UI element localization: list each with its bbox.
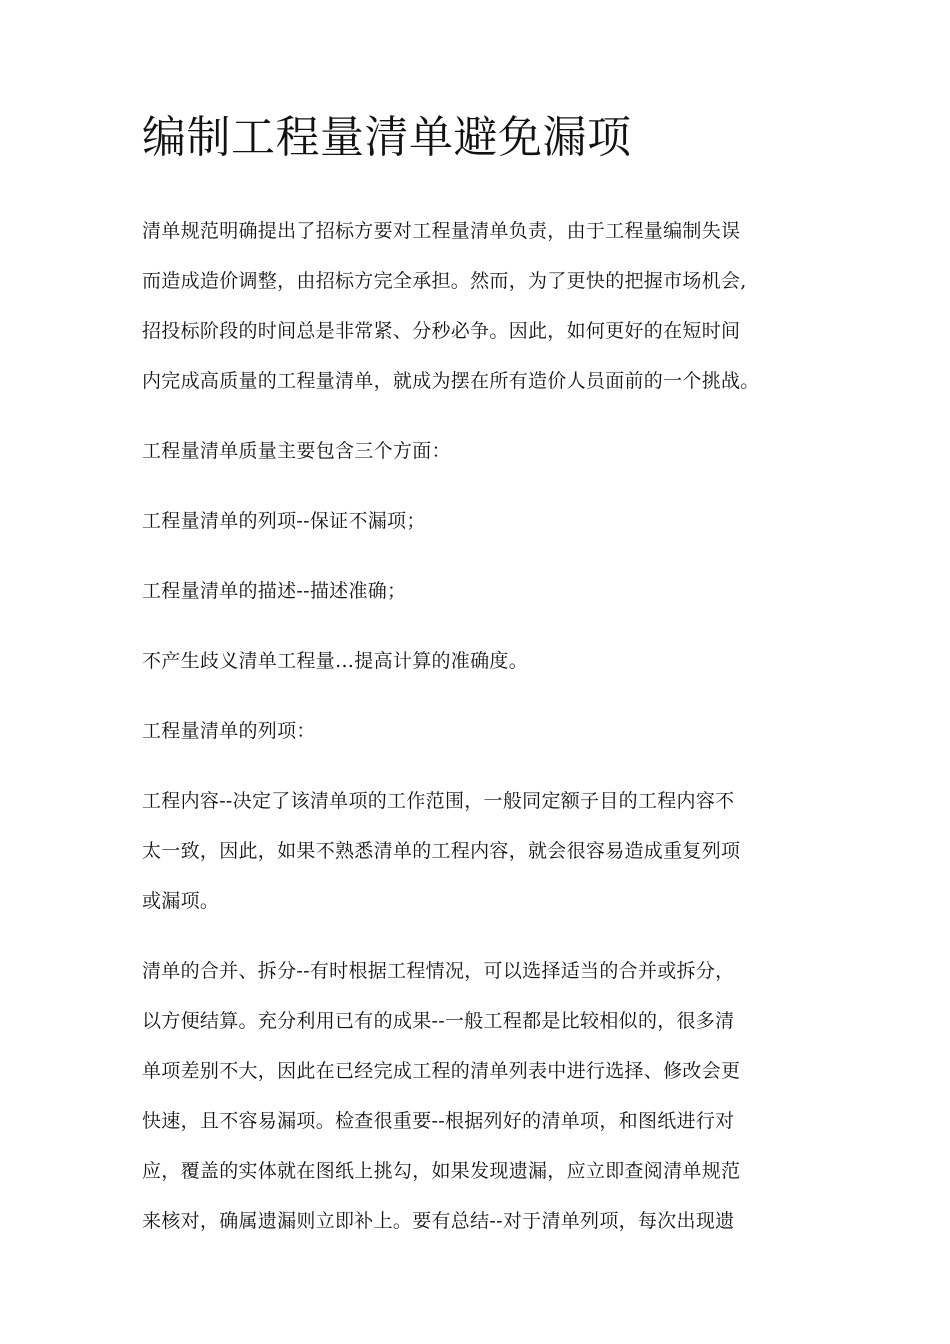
paragraph-line: 不产生歧义清单工程量…提高计算的准确度。 bbox=[142, 650, 529, 672]
paragraph-line: 单项差别不大，因此在已经完成工程的清单列表中进行选择、修改会更 bbox=[142, 1060, 741, 1082]
paragraph-line: 或漏项。 bbox=[142, 890, 220, 912]
document-title: 编制工程量清单避免漏项 bbox=[142, 112, 632, 163]
paragraph-line: 工程量清单的列项--保证不漏项； bbox=[142, 510, 426, 532]
paragraph-line: 清单的合并、拆分--有时根据工程情况，可以选择适当的合并或拆分， bbox=[142, 960, 735, 982]
paragraph-line: 应，覆盖的实体就在图纸上挑勾，如果发现遗漏，应立即查阅清单规范 bbox=[142, 1160, 741, 1182]
paragraph-line: 太一致，因此，如果不熟悉清单的工程内容，就会很容易造成重复列项 bbox=[142, 840, 741, 862]
paragraph-line: 工程内容--决定了该清单项的工作范围，一般同定额子目的工程内容不 bbox=[142, 790, 735, 812]
paragraph-line: 来核对，确属遗漏则立即补上。要有总结--对于清单列项，每次出现遗 bbox=[142, 1210, 735, 1232]
paragraph-line: 工程量清单的列项： bbox=[142, 720, 316, 742]
paragraph-line: 快速，且不容易漏项。检查很重要--根据列好的清单项，和图纸进行对 bbox=[142, 1110, 735, 1132]
paragraph-line: 而造成造价调整，由招标方完全承担。然而，为了更快的把握市场机会, bbox=[142, 270, 747, 292]
paragraph-line: 工程量清单质量主要包含三个方面： bbox=[142, 440, 451, 462]
paragraph-line: 招投标阶段的时间总是非常紧、分秒必争。因此，如何更好的在短时间 bbox=[142, 320, 741, 342]
paragraph-line: 工程量清单的描述--描述准确； bbox=[142, 580, 407, 602]
paragraph-line: 内完成高质量的工程量清单，就成为摆在所有造价人员面前的一个挑战。 bbox=[142, 370, 760, 392]
paragraph-line: 清单规范明确提出了招标方要对工程量清单负责，由于工程量编制失误 bbox=[142, 220, 741, 242]
paragraph-line: 以方便结算。充分利用已有的成果--一般工程都是比较相似的，很多清 bbox=[142, 1010, 735, 1032]
